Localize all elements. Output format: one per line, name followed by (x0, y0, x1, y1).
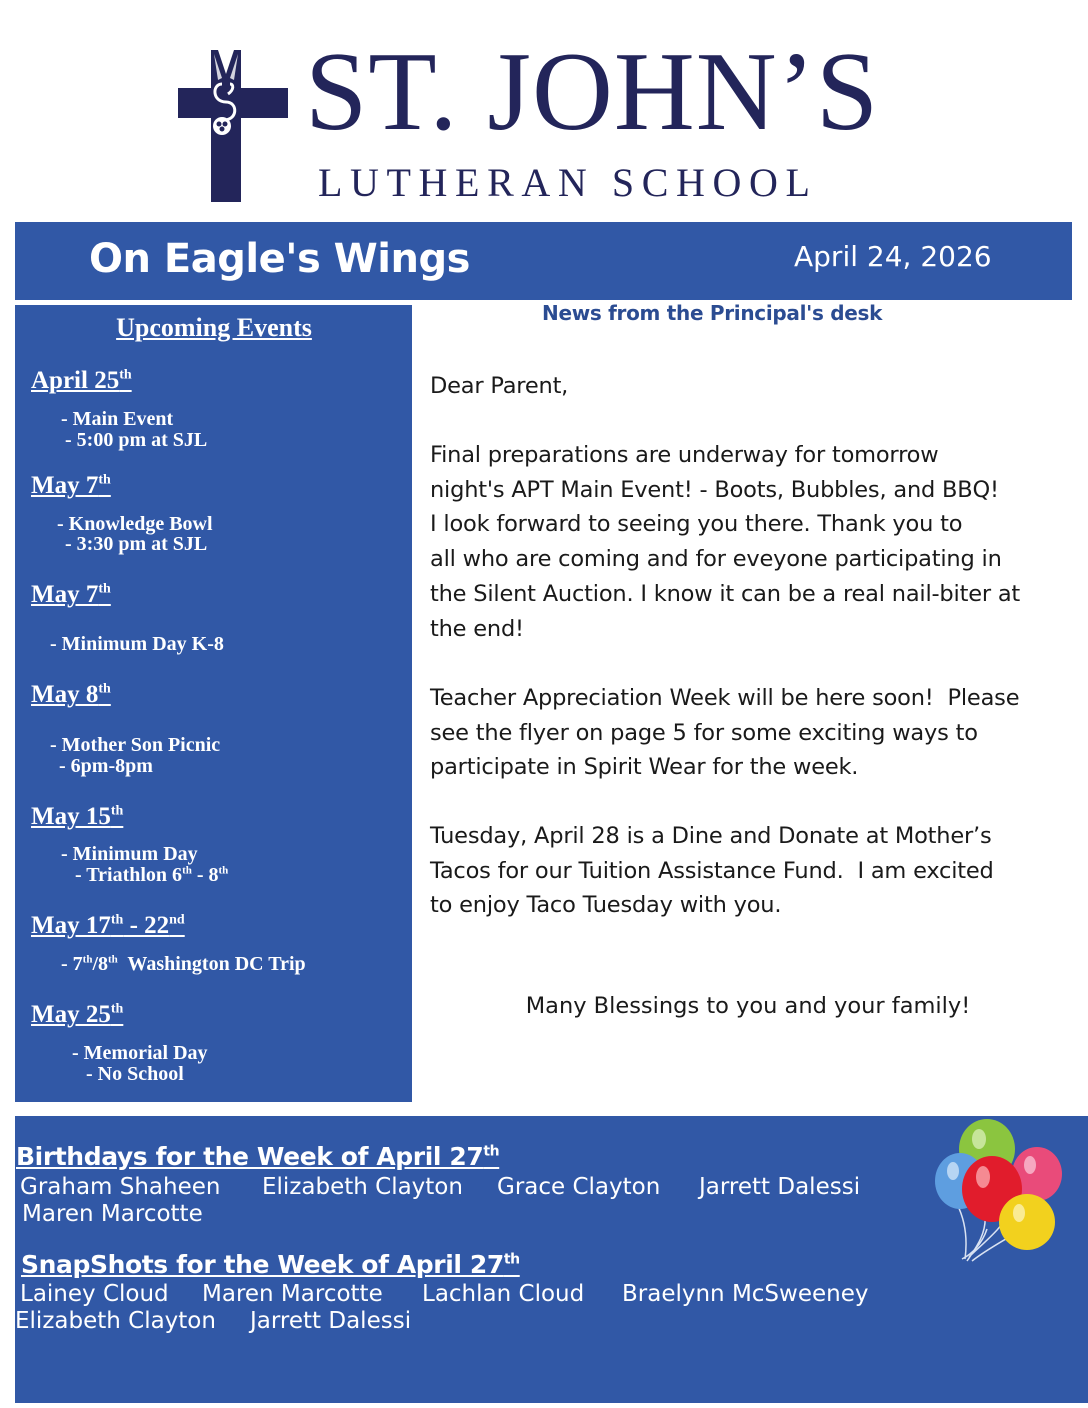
event-date: May 7th (31, 581, 111, 608)
newsletter-banner (15, 222, 1072, 300)
event-date: May 25th (31, 1001, 124, 1028)
school-subtitle: LUTHERAN SCHOOL (318, 160, 818, 205)
birthday-name: Maren Marcotte (22, 1201, 203, 1227)
event-detail: - Memorial Day (72, 1042, 208, 1064)
cross-logo-icon (178, 50, 288, 202)
letter-salutation: Dear Parent, (430, 373, 569, 399)
newsletter-title: On Eagle's Wings (89, 236, 470, 282)
event-detail: - Triathlon 6th - 8th (75, 864, 229, 886)
snapshot-name: Lainey Cloud (20, 1281, 169, 1307)
snapshot-name: Jarrett Dalessi (250, 1308, 412, 1334)
event-detail: - Knowledge Bowl (57, 513, 213, 535)
birthday-name: Jarrett Dalessi (699, 1174, 861, 1200)
school-name: ST. JOHN’S (305, 30, 880, 154)
event-date: May 8th (31, 681, 111, 708)
birthday-name: Elizabeth Clayton (262, 1174, 463, 1200)
events-heading: Upcoming Events (116, 313, 312, 342)
event-date: May 15th (31, 803, 124, 830)
event-detail: - Mother Son Picnic (50, 734, 221, 756)
snapshot-name: Braelynn McSweeney (622, 1281, 869, 1307)
school-logo (0, 0, 1088, 215)
letter-paragraph: Tuesday, April 28 is a Dine and Donate at Mother’s Tacos for our Tuition Assistance Fund. I am excited to enjoy Taco Tuesday with you. (430, 823, 994, 919)
event-detail: - No School (86, 1063, 184, 1085)
event-detail: - Minimum Day (61, 843, 198, 865)
event-date: April 25th (31, 367, 132, 394)
birthday-name: Grace Clayton (497, 1174, 661, 1200)
birthdays-snapshots-panel (15, 1116, 1088, 1403)
event-detail: - Minimum Day K-8 (50, 633, 224, 655)
snapshot-name: Maren Marcotte (202, 1281, 383, 1307)
birthday-name: Graham Shaheen (20, 1174, 221, 1200)
event-detail: - 3:30 pm at SJL (65, 533, 208, 555)
letter-closing: Many Blessings to you and your family! (525, 993, 971, 1019)
snapshot-name: Lachlan Cloud (422, 1281, 585, 1307)
event-detail: - 7th/8th Washington DC Trip (61, 953, 306, 975)
letter-paragraph: Final preparations are underway for tomorrow night's APT Main Event! - Boots, Bubbles, and BBQ! I look forward to seeing you there. Thank you to all who are coming and for eveyone participating in the Silent Auction. I know it can be a real nail-biter at the end! (430, 442, 1021, 642)
event-detail: - 5:00 pm at SJL (65, 429, 208, 451)
event-detail: - Main Event (61, 408, 174, 430)
newsletter-date: April 24, 2026 (794, 240, 992, 273)
letter-paragraph: Teacher Appreciation Week will be here soon! Please see the flyer on page 5 for some exciting ways to participate in Spirit Wear for the week. (430, 685, 1020, 781)
birthdays-heading: Birthdays for the Week of April 27th (16, 1142, 500, 1171)
event-date: May 7th (31, 472, 111, 499)
event-detail: - 6pm-8pm (59, 755, 153, 777)
event-date: May 17th - 22nd (31, 912, 185, 939)
principal-heading: News from the Principal's desk (542, 301, 883, 325)
balloons-icon (927, 1119, 1077, 1269)
snapshots-heading: SnapShots for the Week of April 27th (21, 1250, 520, 1279)
snapshot-name: Elizabeth Clayton (15, 1308, 216, 1334)
upcoming-events-panel (15, 305, 412, 1102)
